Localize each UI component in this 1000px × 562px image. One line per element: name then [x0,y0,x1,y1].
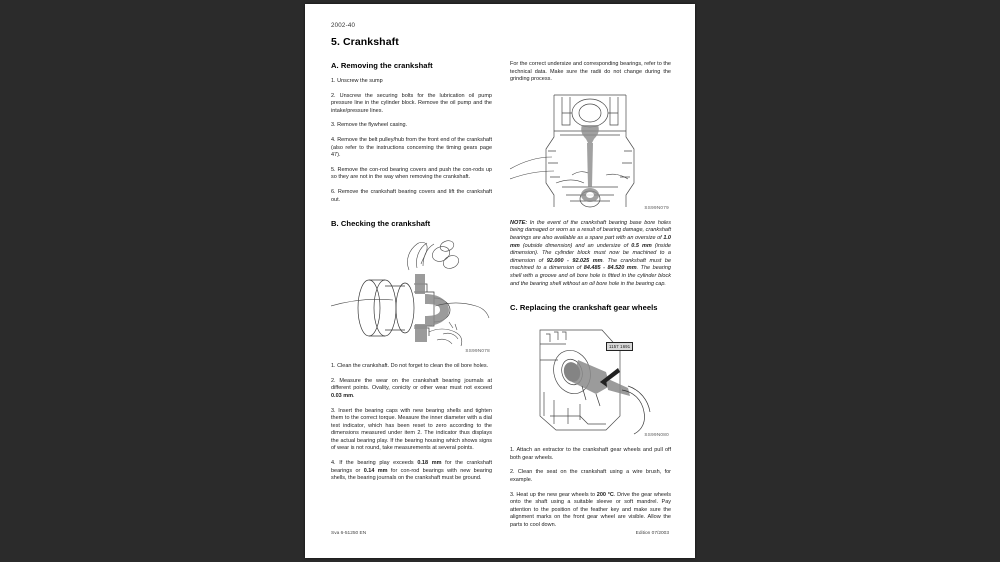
right-column [510,61,671,536]
ovality-limit-value: 0.03 mm [331,392,354,399]
figure-gear-wheel-extractor [510,320,671,438]
step-c1: 1. Attach an extractor to the crankshaft gear wheels and pull off both gear wheels. [510,447,671,461]
step-b4 [331,460,492,483]
document-number: 2002-40 [331,22,356,29]
note-label: NOTE: [510,219,528,226]
step-c3 [510,492,671,530]
page-content [331,22,671,542]
heating-temperature-value: 200 °C [596,491,614,498]
figure-b-caption: SS99N078 [465,348,490,354]
footer-document-code: Sva 6-51250 EN [331,531,367,536]
step-b4-suffix: for con-rod bearings with new bearing shells, the bearing journals on the crankshaft must be ground. [331,467,492,482]
step-b2-prefix: 2. Measure the wear on the crankshaft bearing journals at different points. Ovality, conicity or other wear must not exceed [331,377,492,392]
step-a1: 1. Unscrew the sump [331,78,383,84]
figure-crankshaft-checking [331,236,492,354]
document-page [305,4,695,558]
step-a3: 3. Remove the flywheel casing. [331,122,408,129]
section-a-heading: A. Removing the crankshaft [331,61,433,70]
step-c3-prefix: 3. Heat up the new gear wheels to [510,491,597,498]
section-c-heading: C. Replacing the crankshaft gear wheels [510,303,658,313]
step-c2: 2. Clean the seat on the crankshaft using a wire brush, for example. [510,469,671,483]
tool-number-callout: 1157 1691 [606,342,633,351]
step-a2: 2. Unscrew the securing bolts for the lubrication oil pump pressure line in the cylinder block. Remove the oil pump and the intake/pressure lines. [331,92,492,114]
step-b4-middle: for the crankshaft bearings or [331,460,492,474]
step-b2 [331,378,492,401]
left-column [331,61,492,536]
cylinder-block-dimension: 92.000 - 92.025 mm [546,257,603,264]
step-b3: 3. Insert the bearing caps with new bearing shells and tighten them to the correct torque. Measure the inner diameter with a dial test indicator, which has been reset to zero according to the dimensions measured under item 2. The indicator thus displays the actual bearing play. If the bearing housing which shows signs of wear is not round, take measurements at several points. [331,407,492,452]
note-part-5: . The bearing shell with a groove and oil bore hole is fitted in the cylinder block and the bearing shell without an oil bore hole in the bearing cap. [510,265,671,287]
step-a6: 6. Remove the crankshaft bearing covers and lift the crankshaft out. [331,188,492,203]
step-b1: 1. Clean the crankshaft. Do not forget to clean the oil bore holes. [331,363,489,370]
figure-top-caption: SS99N079 [644,204,669,210]
footer-edition: Edition 07/2003 [635,531,669,536]
note-part-3: (inside dimension). The cylinder block must now be machined to a dimension of [510,242,671,264]
figure-cylinder-block [510,91,671,211]
step-b2-suffix: . [353,392,355,399]
step-b4-prefix: 4. If the bearing play exceeds [331,460,418,467]
note-part-1: In the event of the crankshaft bearing base bore holes being damaged or worn as a result of bearing damage, crankshaft bearings are also available as a spare part with an oversize of [510,219,671,241]
page-footer [331,531,669,536]
figure-c-caption: SS99N080 [644,432,669,438]
note-part-2: (outside dimension) and an undersize of [519,242,632,249]
conrod-play-limit: 0.14 mm [363,467,388,474]
page-title: 5. Crankshaft [331,36,399,48]
oversize-value: 1.0 mm [510,234,671,249]
step-a5: 5. Remove the con-rod bearing covers and push the con-rods up so they are not in the way when removing the crankshaft. [331,166,492,181]
section-b-heading: B. Checking the crankshaft [331,219,431,229]
note-part-4: . The crankshaft must be machined to a dimension of [510,257,672,272]
undersize-value: 0.5 mm [631,242,652,249]
crankshaft-play-limit: 0.18 mm [417,460,442,467]
undersize-intro: For the correct undersize and corresponding bearings, refer to the technical data. Make sure the radii do not change during the grinding process. [510,61,671,83]
note-block [510,220,671,288]
step-c3-suffix: . Drive the gear wheels onto the shaft using a suitable sleeve or soft mandrel. Pay attention to the position of the feather key and make sure the alignment marks on the front gear wheel are visible. Allow the parts to cool down. [510,491,672,528]
two-column-layout [331,61,671,536]
crankshaft-dimension: 84.485 - 84.520 mm [583,265,637,272]
step-a4: 4. Remove the belt pulley/hub from the front end of the crankshaft (also refer to the instructions concerning the timing gears page 47). [331,136,492,159]
